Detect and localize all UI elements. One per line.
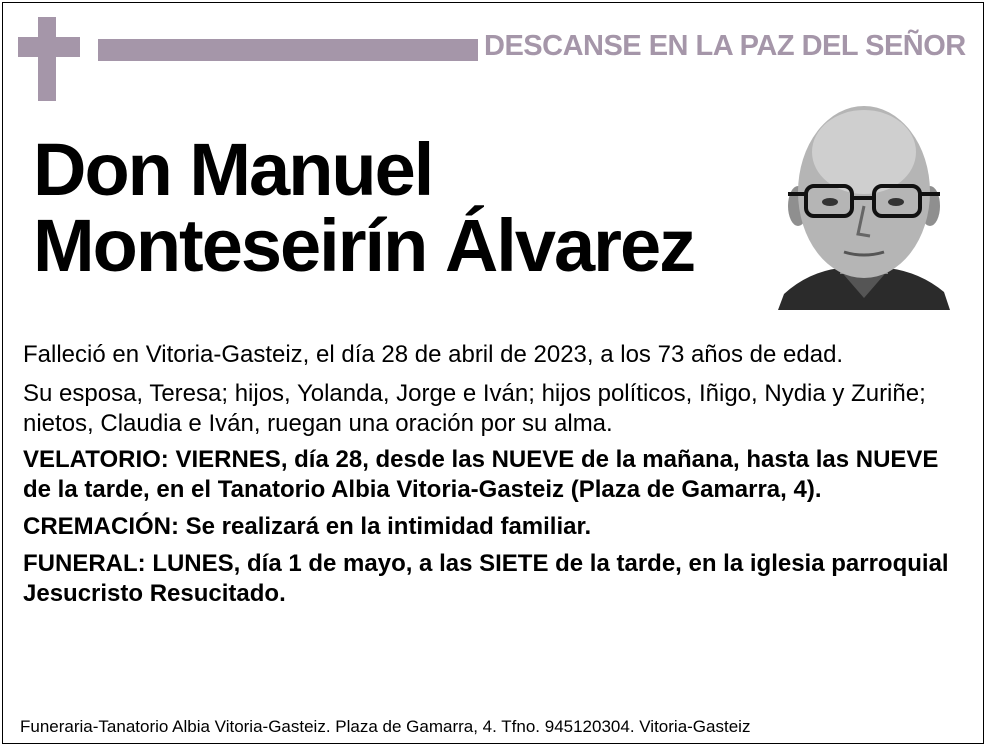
portrait-photo	[778, 102, 950, 310]
header-title: DESCANSE EN LA PAZ DEL SEÑOR	[484, 30, 966, 62]
obituary-body	[23, 340, 963, 609]
name-line-1: Don Manuel	[33, 128, 433, 211]
wake-notice: VELATORIO: VIERNES, día 28, desde las NUEVE de la mañana, hasta las NUEVE de la tarde, en el Tanatorio Albia Vitoria-Gasteiz (Plaza de Gamarra, 4).	[23, 446, 939, 503]
header-divider-bar	[98, 39, 478, 61]
latin-cross-icon-bar	[18, 37, 80, 57]
cremation-notice: CREMACIÓN: Se realizará en la intimidad familiar.	[23, 513, 592, 540]
family-notice: Su esposa, Teresa; hijos, Yolanda, Jorge e Iván; hijos políticos, Iñigo, Nydia y Zuriñe; nietos, Claudia e Iván, ruegan una oración por su alma.	[23, 380, 926, 437]
name-line-2: Monteseirín Álvarez	[33, 204, 695, 287]
latin-cross-icon	[38, 17, 56, 101]
funeral-notice: FUNERAL: LUNES, día 1 de mayo, a las SIETE de la tarde, en la iglesia parroquial Jesucristo Resucitado.	[23, 550, 949, 607]
death-notice: Falleció en Vitoria-Gasteiz, el día 28 de abril de 2023, a los 73 años de edad.	[23, 341, 844, 368]
funeral-home-footer: Funeraria-Tanatorio Albia Vitoria-Gasteiz. Plaza de Gamarra, 4. Tfno. 945120304. Vitoria-Gasteiz	[20, 717, 751, 736]
deceased-name	[33, 128, 695, 287]
